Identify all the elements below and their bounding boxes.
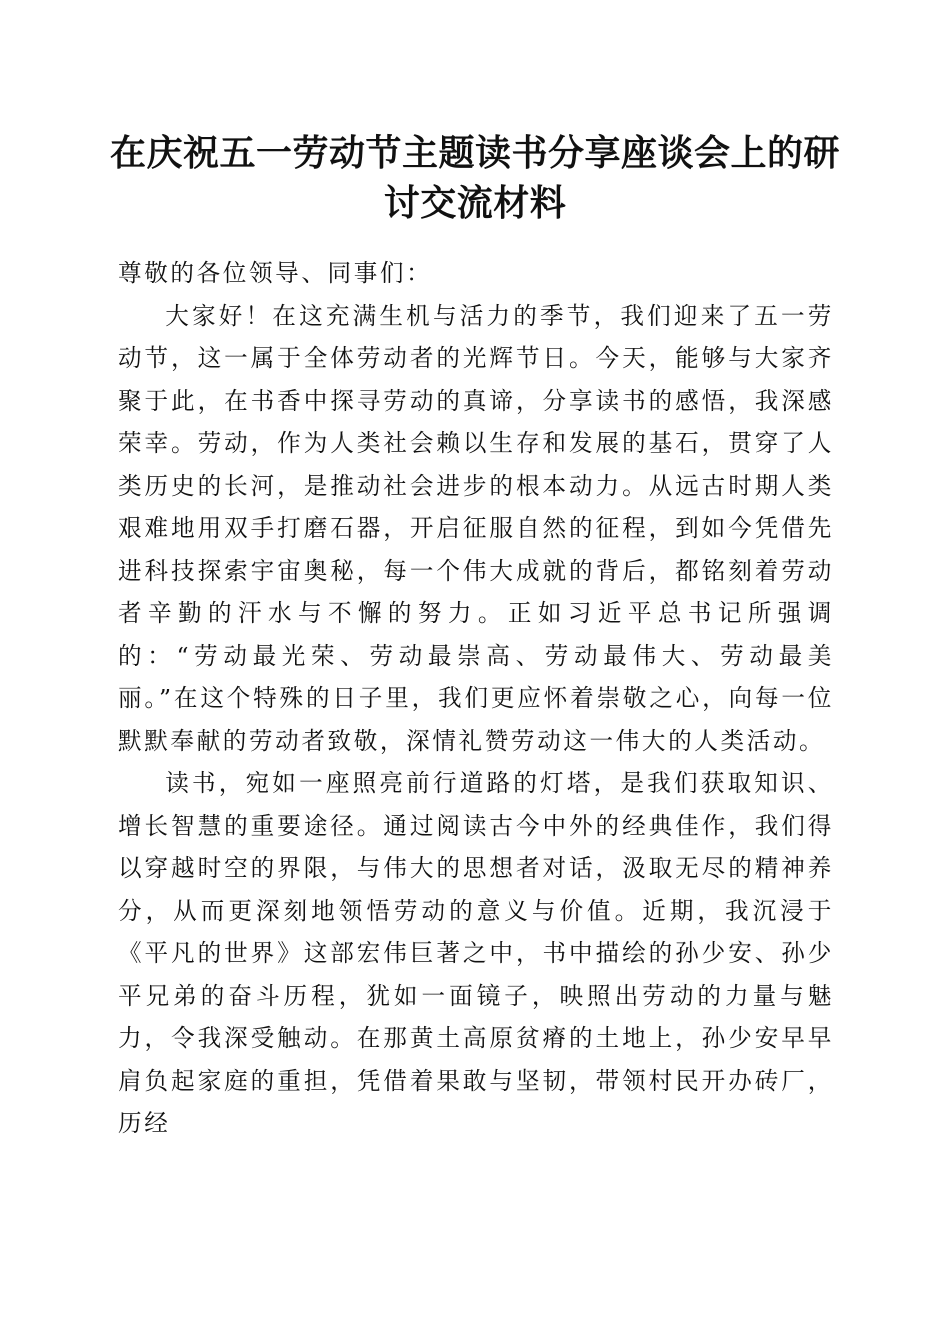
salutation: 尊敬的各位领导、同事们： bbox=[118, 259, 433, 287]
document-title: 在庆祝五一劳动节主题读书分享座谈会上的研讨交流材料 bbox=[110, 132, 841, 224]
paragraph-1: 大家好！在这充满生机与活力的季节，我们迎来了五一劳动节，这一属于全体劳动者的光辉节日。今天，能够与大家齐聚于此，在书香中探寻劳动的真谛，分享读书的感悟，我深感荣幸。劳动，作为人类社会赖以生存和发展的基石，贯穿了人类历史的长河，是推动社会进步的根本动力。从远古时期人类艰难地用双手打磨石器，开启征服自然的征程，到如今凭借先进科技探索宇宙奥秘，每一个伟大成就的背后，都铭刻着劳动者辛勤的汗水与不懈的努力。正如习近平总书记所强调的：“劳动最光荣、劳动最崇高、劳动最伟大、劳动最美丽。”在这个特殊的日子里，我们更应怀着崇敬之心，向每一位默默奉献的劳动者致敬，深情礼赞劳动这一伟大的人类活动。 bbox=[118, 301, 834, 755]
document-body bbox=[118, 252, 834, 1145]
paragraph-2: 读书，宛如一座照亮前行道路的灯塔，是我们获取知识、增长智慧的重要途径。通过阅读古今中外的经典佳作，我们得以穿越时空的界限，与伟大的思想者对话，汲取无尽的精神养分，从而更深刻地领悟劳动的意义与价值。近期，我沉浸于《平凡的世界》这部宏伟巨著之中，书中描绘的孙少安、孙少平兄弟的奋斗历程，犹如一面镜子，映照出劳动的力量与魅力，令我深受触动。在那黄土高原贫瘠的土地上，孙少安早早肩负起家庭的重担，凭借着果敢与坚韧，带领村民开办砖厂，历经 bbox=[118, 769, 834, 1137]
